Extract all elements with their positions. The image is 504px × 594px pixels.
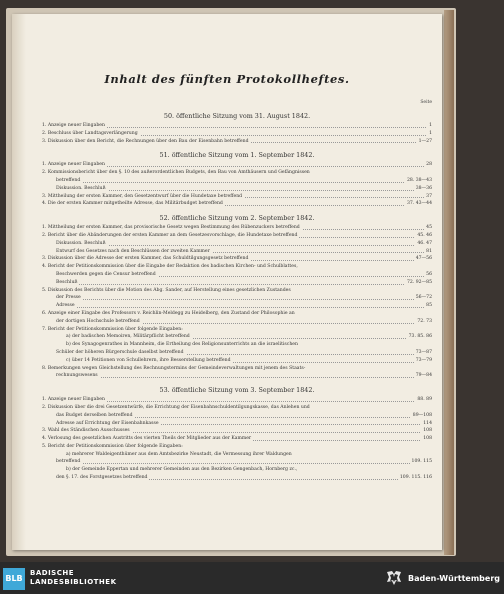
toc-page-number: 109. 115. 116 [399,475,432,481]
toc-entry-text: der dortigen Hochschule betreffend [42,318,142,326]
leader-dots [42,284,432,285]
toc-entry-text: Diskussion. Beschluß [42,185,108,193]
toc-page-number: 38—36 [415,185,432,191]
toc-page-number: 28 [426,162,432,168]
toc-page-number: 114 [423,420,432,426]
toc-entry-text: 3. Wahl des Ständischen Ausschusses [42,428,130,434]
toc-entry-text: 4. Die der ersten Kammer mitgetheilte Adresse, das Militärbudget betreffend [42,201,223,207]
toc-entry-text: 5. Bericht der Petitionskommission über folgende Eingaben: [42,443,183,449]
toc-entry [42,294,432,302]
toc-page-number: 28. 38—43 [406,177,432,183]
toc-entry [42,420,432,428]
toc-entry [42,287,432,295]
toc-entry-text: b) des Synagogenrathes in Mannheim, die Ertheilung des Religionsunterrichts an die israelitischen [42,341,300,349]
toc-entry [42,224,432,232]
toc-entry-text: 3. Diskussion über den Bericht, die Rechnungen über den Bau der Eisenbahn betreffend [42,138,249,144]
library-name-line1: BADISCHE [30,569,74,577]
toc-entry [42,357,432,365]
toc-entry-text: 4. Verlosung des gesetzlichen Austritts des vierten Theils der Mitglieder aus der Kammer [42,436,252,442]
toc-entry [42,302,432,310]
toc-entry [42,193,432,201]
toc-entry-text: rechnungswesens [42,372,100,380]
toc-page-number: 79—84 [415,373,432,379]
leader-dots [42,377,432,378]
toc-entry [42,138,432,146]
session-heading: 52. öffentliche Sitzung vom 2. September 1842. [159,214,315,223]
toc-entry [42,333,432,341]
toc-entry-text: 1. Anzeige neuer Eingaben [42,123,105,128]
toc-entry-text: 2. Kommissionsbericht über den §. 10 des außerordentlichen Budgets, den Bau von Amthäusern und Gefängnissen [42,170,310,176]
toc-entry [42,466,432,474]
toc-entry-text: 1. Anzeige neuer Eingaben [42,397,105,403]
toc-entry-text: 2. Beschluss über Landtagsverlängerung [42,130,138,136]
toc-entry-text: 4. Bericht der Petitionskommission über die Eingabe der Redaktion des badischen Kirchen- und Schulblattes, [42,264,298,270]
toc-page-number: 108 [423,436,432,442]
toc-page-number: 1 [429,130,432,136]
toc-entry [42,310,432,318]
toc-entry-text: a) mehrerer Waldeigenthümer aus dem Amtsbezirke Neustadt, die Vermessung ihrer Waldungen [42,451,294,459]
toc-entry [42,255,432,263]
toc-entry [42,365,432,373]
leader-dots [42,463,432,464]
page-column-header: Seite [420,100,432,105]
toc-page-number: 56 [426,271,432,277]
toc-entry-text: Beschwerden gegen die Censur betreffend [42,271,158,279]
toc-entry-text: 2. Bericht über die Abänderungen der ersten Kammer an dem Gesetzesvorschlage, die Hundetaxe betreffend [42,232,298,238]
leader-dots [42,299,432,300]
session-heading: 50. öffentliche Sitzung vom 31. August 1842. [163,112,311,120]
toc-page-number: 1—27 [418,138,432,144]
toc-page-number: 73—87 [415,349,432,355]
toc-entry [42,458,432,466]
toc-entry [42,232,432,240]
toc-entry [42,372,432,380]
toc-page-number: 108 [423,428,432,434]
toc-entry [42,169,432,177]
toc-entry-text: Adresse [42,302,77,310]
toc-page-number: 37 [426,193,432,199]
toc-entry-text: a) der badischen Memoiren, Militärpflicht betreffend [42,333,192,341]
toc-entry-text: Entwurf des Gesetzes nach den Beschlüssen der zweiten Kammer [42,248,212,256]
toc-entry-text: Adresse auf Errichtung der Eisenbahnkasse [42,420,161,428]
library-name-line2: LANDESBIBLIOTHEK [30,578,117,586]
toc-page-number: 46. 47 [417,240,432,246]
toc-entry [42,279,432,287]
toc-page-number: 45. 46 [417,232,432,238]
toc-page-number: 73. 85. 86 [408,334,432,340]
state-name[interactable]: Baden-Württemberg [408,574,501,583]
toc-entry [42,318,432,326]
toc-entry [42,326,432,334]
toc-entry-text: betreffend [42,458,82,466]
library-name[interactable] [30,569,117,587]
toc-entry [42,200,432,208]
book-edge [444,10,454,555]
toc-entry [42,177,432,185]
toc-page-number: 45 [426,225,432,231]
toc-entry [42,341,432,349]
toc-entry [42,271,432,279]
session-heading: 51. öffentliche Sitzung vom 1. September 1842. [159,151,315,160]
toc-entry [42,396,432,404]
toc-page-number: 81 [426,248,432,254]
toc-page-number: 72. 92—85 [406,279,432,285]
toc-entry-text: betreffend [42,177,82,185]
toc-entry-text: 3. Mittheilung der ersten Kammer, den Gesetzentwurf über die Hundetaxe betreffend [42,193,243,199]
session-heading: 53. öffentliche Sitzung vom 3. September 1842. [159,386,315,395]
toc-entry-text: 1. Mittheilung der ersten Kammer, das provisorische Gesetz wegen Bestimmung des Rübenzuckers betreffend [42,225,300,231]
toc-entry [42,349,432,357]
toc-entry-text: der Presse [42,294,83,302]
toc-entry [42,161,432,169]
toc-entry [42,474,432,482]
toc-entry-text: Beschluß [42,279,79,287]
toc-entry-text: 5. Diskussion des Berichts über die Motion des Abg. Sander, auf Herstellung eines gesetzlichen Zustandes [42,287,291,293]
toc-entry-text: Diskussion. Beschluß [42,240,108,248]
toc-entry [42,185,432,193]
toc-page-number: 37. 43—44 [406,201,432,207]
toc-entry [42,412,432,420]
page-gutter [12,14,26,550]
toc-entry [42,122,432,130]
toc-entry [42,443,432,451]
toc-entry-text: 8. Bemerkungen wegen Gleichstellung des Rechnungstermins der Gemeindeverwaltungen mit jenem des Staats- [42,365,306,371]
toc-entry-text: das Budget derselben betreffend [42,412,135,420]
toc-entry [42,130,432,138]
toc-entry [42,240,432,248]
toc-page-number: 47—56 [415,256,432,262]
page-title: Inhalt des fünften Protokollheftes. [104,72,350,86]
toc-entry [42,435,432,443]
toc-entry [42,404,432,412]
toc-entry-text: c) über 14 Petitionen von Schullehrern, ihre Besserstellung betreffend [42,357,233,365]
toc-entry-text: 6. Anzeige einer Eingabe des Professors v. Reichlin-Meldegg zu Heidelberg, den Zustand der Philosophie an [42,310,295,316]
baden-wuerttemberg-crest-icon [384,568,404,588]
toc-entry-text: 1. Anzeige neuer Eingaben [42,162,105,168]
toc-page-number: 88. 89 [417,397,432,403]
toc-page-number: 89—108 [412,412,432,418]
toc-page-number: 56—72 [415,295,432,301]
toc-page-number: 72. 73 [417,318,432,324]
toc-entry-text: 3. Diskussion über die Adresse der ersten Kammer, das Schuldtilgungsgesetz betreffend [42,256,249,262]
toc-entry-text: Schüler der höheren Bürgerschule daselbst betreffend [42,349,186,357]
leader-dots [42,182,432,183]
document-page [12,14,442,550]
toc-page-number: 85 [426,303,432,309]
toc-entry-text: b) der Gemeinde Eppertan und mehrerer Gemeinden aus den Bezirken Gengenbach, Hornberg zc., [42,466,299,474]
toc-entry-text: 2. Diskussion über die drei Gesetzentwürfe, die Errichtung der Eisenbahnschuldentilgungskasse, das Anlehen und [42,404,310,410]
toc-entry-text: den §. 17. des Forstgesetzes betreffend [42,474,149,482]
toc-page-number: 73—79 [415,357,432,363]
toc-page-number: 1 [429,123,432,128]
blb-logo[interactable]: BLB [3,568,25,590]
toc-entry [42,451,432,459]
toc-entry-text: 7. Bericht der Petitionskommission über folgende Eingaben: [42,326,183,332]
toc-entry [42,263,432,271]
table-of-contents [42,110,432,482]
toc-page-number: 109. 115 [411,459,432,465]
toc-entry [42,248,432,256]
toc-entry [42,427,432,435]
leader-dots [42,307,432,308]
